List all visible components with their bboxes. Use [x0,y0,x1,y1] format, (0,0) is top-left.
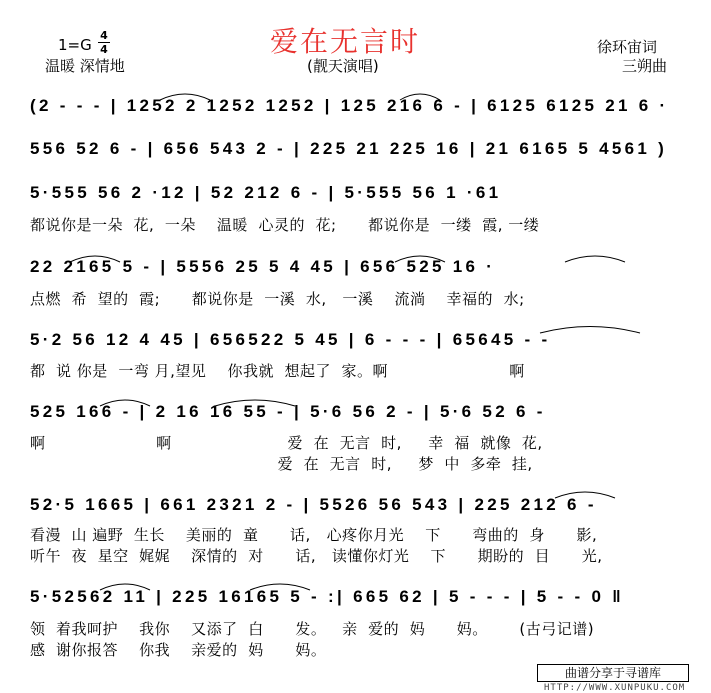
notation-line: 22 2165 5 - | 5556 25 5 4 45 | 656 525 16 · [30,257,496,276]
lyric-line: 看漫 山 遍野 生长 美丽的 童 话, 心疼你月光 下 弯曲的 身 影, [30,526,598,544]
score-row [30,96,680,122]
key-signature: 1=G [58,36,92,54]
notation-line: 52·5 1665 | 661 2321 2 - | 5526 56 543 | 225 212 6 - [30,495,597,514]
lyric-line: 都 说 你是 一弯 月,望见 你我就 想起了 家。啊 啊 [30,362,525,380]
lyric-line: 感 谢你报答 你我 亲爱的 妈 妈。 [30,641,327,659]
footer-label: 曲谱分享于寻谱库 [537,664,689,682]
time-signature [98,30,110,55]
score-row [30,330,680,356]
notation-line: 5·2 56 12 4 45 | 656522 5 45 | 6 - - - | 65645 - - [30,330,551,349]
notation-line: 556 52 6 - | 656 543 2 - | 225 21 225 16 | 21 6165 5 4561 ) [30,139,668,158]
performer-subtitle: (靓天演唱) [307,57,379,75]
notation-line: 525 166 - | 2 16 16 55 - | 5·6 56 2 - | 5·6 52 6 - [30,402,546,421]
notation-line: (2 - - - | 1252 2 1252 1252 | 125 216 6 - | 6125 6125 21 6 · [30,96,669,115]
lyric-line: 啊 啊 爱 在 无言 时, 幸 福 就像 花, [30,434,543,452]
notation-line: 5·52562 11 | 225 16165 5 - :| 665 62 | 5 - - - | 5 - - 0 ‖ [30,587,625,606]
lyric-line: 点燃 希 望的 霞; 都说你是 一溪 水, 一溪 流淌 幸福的 水; [30,290,525,308]
notation-line: 5·555 56 2 ·12 | 52 212 6 - | 5·555 56 1 ·61 [30,183,502,202]
score-row [30,139,680,165]
footer-site: HTTP://WWW.XUNPUKU.COM [544,683,686,693]
composer-credit: 三朔曲 [622,57,668,75]
score-row [30,495,680,521]
score-row [30,183,680,209]
lyric-line: 听午 夜 星空 娓娓 深情的 对 话, 读懂你灯光 下 期盼的 目 光, [30,547,603,565]
score-row [30,402,680,428]
score-row [30,587,680,613]
lyric-line: 都说你是一朵 花, 一朵 温暖 心灵的 花; 都说你是 一缕 霞, 一缕 [30,216,540,234]
time-top: 4 [100,29,108,42]
score-row [30,257,680,283]
lyricist-credit: 徐环宙词 [597,38,658,56]
lyric-line: 爱 在 无言 时, 梦 中 多牵 挂, [30,455,533,473]
lyric-line: 领 着我呵护 我你 又添了 白 发。 亲 爱的 妈 妈。 (古弓记谱) [30,620,595,638]
expression-marking: 温暖 深情地 [45,57,125,75]
time-bottom: 4 [100,43,108,56]
song-title: 爱在无言时 [270,25,421,58]
